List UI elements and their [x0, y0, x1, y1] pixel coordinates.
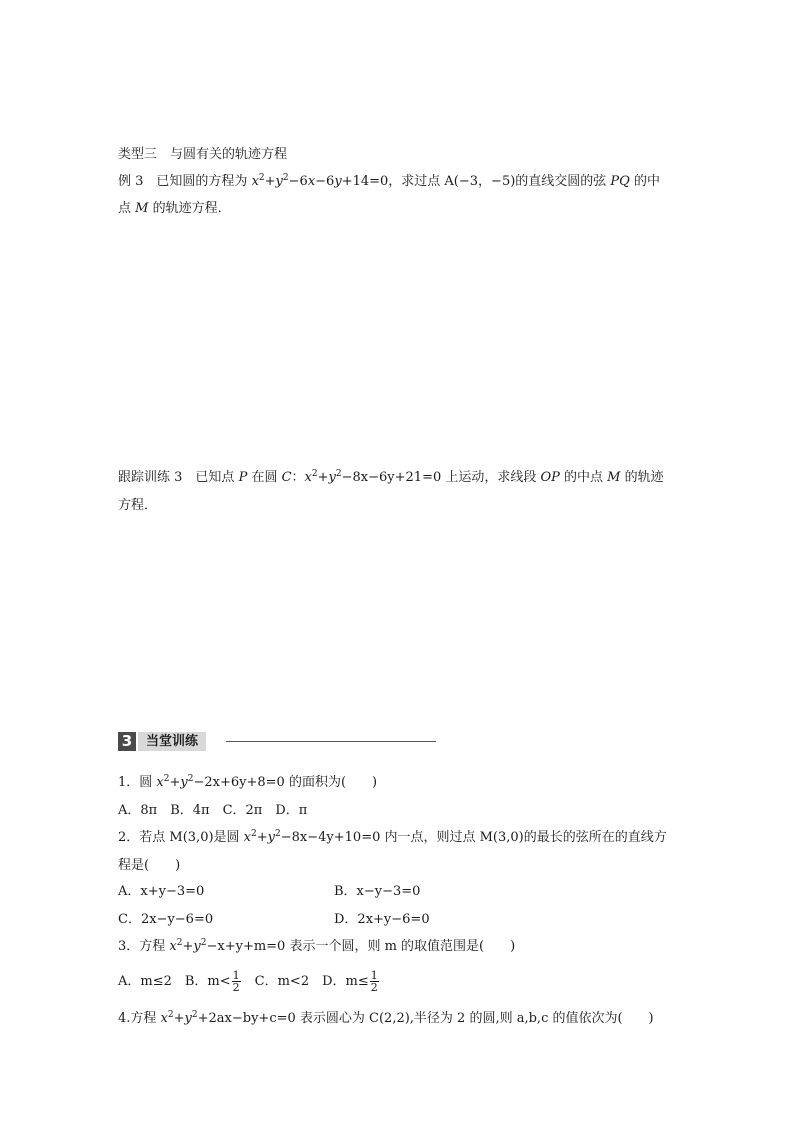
training-label: 跟踪训练 3	[118, 470, 183, 485]
question-3-options: A．m≤2 B．m< $\frac{1}{2}$ C．m<2 D．m≤ $\frac{1}{2}$	[118, 969, 378, 994]
training-3-line1: 跟踪训练 3 已知点 P 在圆 C：$x^2+y^2-8x-6y+21=0$ 上运动，求线段 OP 的中点 M 的轨迹	[118, 469, 664, 485]
practice-section-header	[118, 732, 436, 752]
section-heading: 类型三 与圆有关的轨迹方程	[118, 147, 288, 162]
question-2-option-d: D．2x+y−6=0	[334, 912, 430, 927]
section-divider	[226, 741, 436, 742]
section-number-badge: 3	[118, 732, 136, 751]
fraction-one-half: $\frac{1}{2}$	[232, 969, 240, 994]
question-2-option-b: B．x−y−3=0	[334, 884, 421, 899]
question-2-line1: 2．若点 M(3,0)是圆 $x^2+y^2-8x-4y+10=0$ 内一点，则过点 M(3,0)的最长的弦所在的直线方	[118, 829, 667, 845]
fraction-one-half: $\frac{1}{2}$	[370, 969, 378, 994]
question-2-option-c: C．2x−y−6=0	[118, 912, 214, 927]
question-4: 4.方程 $x^2+y^2+2ax-by+c=0$ 表示圆心为 C(2,2),半径为 2 的圆,则 a,b,c 的值依次为( )	[118, 1010, 654, 1026]
example-3-line1: 例 3 已知圆的方程为 $x^2+y^2-6x-6y+14=0$，求过点 A(−3，−5)的直线交圆的弦 PQ 的中	[118, 173, 660, 189]
question-1: 1．圆 $x^2+y^2-2x+6y+8=0$ 的面积为( )	[118, 774, 378, 790]
training-3-line2: 方程．	[118, 498, 158, 513]
question-3: 3．方程 $x^2+y^2-x+y+m=0$ 表示一个圆，则 m 的取值范围是( )	[118, 938, 516, 954]
question-1-options: A．8π B．4π C．2π D．π	[118, 803, 308, 818]
question-2-line2: 程是( )	[118, 858, 181, 873]
question-2-option-a: A．x+y−3=0	[118, 884, 205, 899]
example-3-line2: 点 M 的轨迹方程．	[118, 201, 231, 216]
section-title: 当堂训练	[138, 732, 206, 751]
example-label: 例 3	[118, 174, 144, 189]
